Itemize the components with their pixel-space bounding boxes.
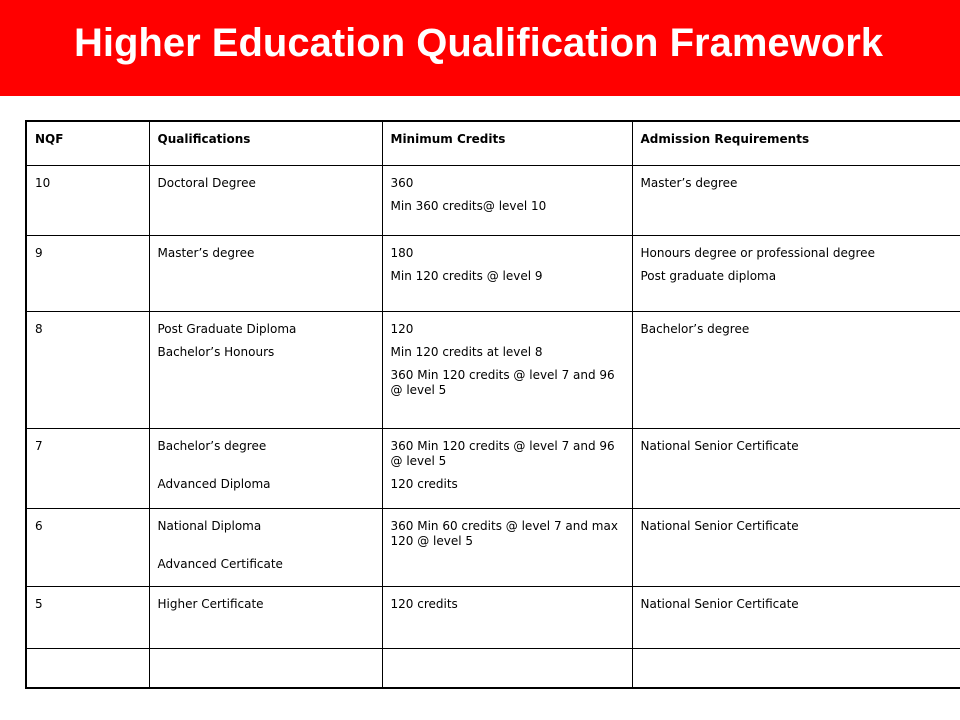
admission-line: National Senior Certificate (640, 438, 799, 453)
table-row (26, 648, 960, 688)
credits-line: 120 (390, 321, 414, 336)
cell-minimum-credits (382, 586, 632, 648)
qualification-line: Doctoral Degree (157, 175, 256, 190)
title-bar (0, 0, 960, 96)
nqf-level-text: 7 (35, 438, 43, 453)
cell-nqf-level (26, 586, 149, 648)
qualification-line: Advanced Diploma (157, 476, 271, 491)
credits-line: 180 (390, 245, 414, 260)
credits-line: 360 Min 60 credits @ level 7 and max 120 @ level 5 (390, 518, 618, 548)
table-row (26, 428, 960, 508)
qualification-line: Higher Certificate (157, 596, 264, 611)
table-row (26, 311, 960, 428)
table-row (26, 586, 960, 648)
cell-minimum-credits (382, 648, 632, 688)
cell-nqf-level (26, 648, 149, 688)
table-row (26, 235, 960, 311)
cell-minimum-credits (382, 235, 632, 311)
credits-line: Min 360 credits@ level 10 (390, 198, 547, 213)
credits-line: 120 credits (390, 476, 458, 491)
cell-admission-requirements (632, 428, 960, 508)
qualification-line: Master’s degree (157, 245, 255, 260)
cell-qualifications (149, 586, 382, 648)
nqf-level-text: 10 (35, 175, 51, 190)
admission-line: Master’s degree (640, 175, 738, 190)
admission-line: Bachelor’s degree (640, 321, 750, 336)
qualification-line: Post Graduate Diploma (157, 321, 297, 336)
cell-nqf-level (26, 508, 149, 586)
cell-admission-requirements (632, 311, 960, 428)
table-body (26, 165, 960, 688)
qualification-line: Bachelor’s degree (157, 438, 267, 453)
column-header-admission-requirements: Admission Requirements (632, 121, 960, 165)
qualification-line: Advanced Certificate (157, 556, 283, 571)
admission-line: Post graduate diploma (640, 268, 777, 283)
nqf-level-text: 5 (35, 596, 43, 611)
cell-minimum-credits (382, 508, 632, 586)
credits-line: Min 120 credits @ level 9 (390, 268, 543, 283)
table-row (26, 165, 960, 235)
column-header-minimum-credits: Minimum Credits (382, 121, 632, 165)
cell-admission-requirements (632, 235, 960, 311)
qualification-table-container (25, 120, 960, 689)
cell-nqf-level (26, 165, 149, 235)
nqf-level-text: 9 (35, 245, 43, 260)
credits-line: 120 credits (390, 596, 458, 611)
cell-admission-requirements (632, 165, 960, 235)
cell-qualifications (149, 648, 382, 688)
cell-nqf-level (26, 235, 149, 311)
qualification-line: National Diploma (157, 518, 262, 533)
credits-line: 360 (390, 175, 414, 190)
qualification-table (25, 120, 960, 689)
credits-line: 360 Min 120 credits @ level 7 and 96 @ level 5 (390, 438, 615, 468)
column-header-nqf: NQF (26, 121, 149, 165)
page-title: Higher Education Qualification Framework (74, 21, 884, 65)
cell-qualifications (149, 508, 382, 586)
cell-minimum-credits (382, 311, 632, 428)
column-header-qualifications: Qualifications (149, 121, 382, 165)
cell-qualifications (149, 428, 382, 508)
cell-nqf-level (26, 311, 149, 428)
cell-qualifications (149, 165, 382, 235)
cell-admission-requirements (632, 508, 960, 586)
cell-admission-requirements (632, 586, 960, 648)
nqf-level-text: 6 (35, 518, 43, 533)
credits-line: 360 Min 120 credits @ level 7 and 96 @ level 5 (390, 367, 615, 397)
table-header-row (26, 121, 960, 165)
nqf-level-text: 8 (35, 321, 43, 336)
table-row (26, 508, 960, 586)
cell-minimum-credits (382, 428, 632, 508)
cell-minimum-credits (382, 165, 632, 235)
cell-admission-requirements (632, 648, 960, 688)
admission-line: National Senior Certificate (640, 518, 799, 533)
admission-line: National Senior Certificate (640, 596, 799, 611)
credits-line: Min 120 credits at level 8 (390, 344, 543, 359)
qualification-line: Bachelor’s Honours (157, 344, 275, 359)
cell-qualifications (149, 235, 382, 311)
admission-line: Honours degree or professional degree (640, 245, 875, 260)
cell-nqf-level (26, 428, 149, 508)
cell-qualifications (149, 311, 382, 428)
